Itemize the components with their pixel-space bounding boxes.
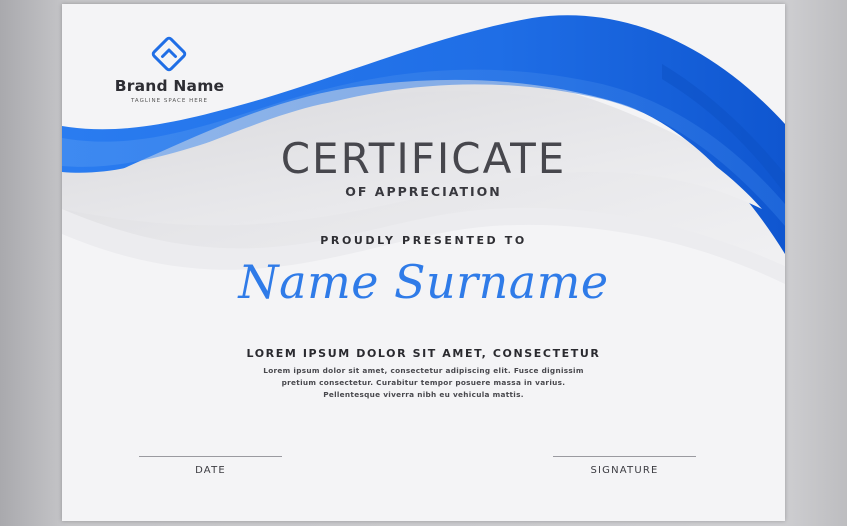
- lead-line: LOREM IPSUM DOLOR SIT AMET, CONSECTETUR: [246, 347, 601, 360]
- brand-tagline: TAGLINE SPACE HERE: [131, 98, 208, 104]
- body-line: Pellentesque viverra nibh eu vehicula mattis.: [323, 390, 524, 399]
- recipient-name: Name Surname: [238, 255, 609, 309]
- date-block: [139, 456, 282, 476]
- body-text: [223, 365, 624, 401]
- certificate-title: CERTIFICATE: [280, 134, 567, 183]
- body-line: Lorem ipsum dolor sit amet, consectetur adipiscing elit. Fusce dignissim: [263, 366, 584, 375]
- certificate: [62, 4, 785, 521]
- signature-block: [553, 456, 696, 476]
- date-label: DATE: [195, 465, 226, 476]
- brand-name: Brand Name: [114, 77, 225, 95]
- presented-to-label: PROUDLY PRESENTED TO: [320, 234, 527, 247]
- body-line: pretium consectetur. Curabitur tempor posuere massa in varius.: [281, 378, 566, 387]
- date-line: [139, 456, 282, 457]
- certificate-subtitle: OF APPRECIATION: [345, 184, 502, 199]
- signature-line: [553, 456, 696, 457]
- signature-label: SIGNATURE: [590, 465, 659, 476]
